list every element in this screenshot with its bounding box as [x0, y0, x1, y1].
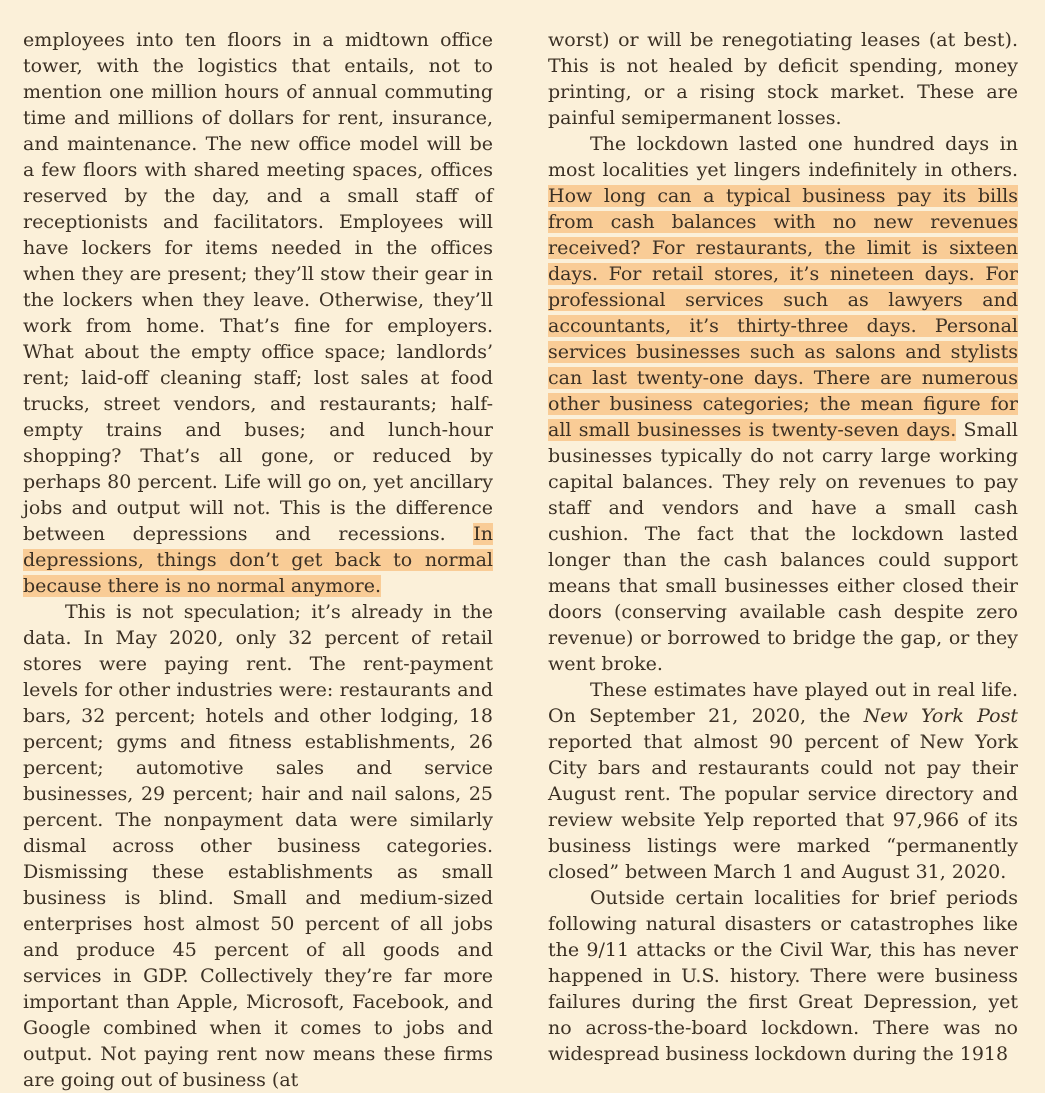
left-text-column [23, 27, 493, 1093]
right-text-column [548, 27, 1018, 1067]
paragraph [23, 599, 493, 1093]
paragraph [23, 27, 493, 599]
paragraph-text: worst) or will be renegotiating leases (at best). This is not healed by deficit spending, money printing, or a rising stock market. These are painful semipermanent losses. [548, 29, 1018, 129]
paragraph [548, 131, 1018, 677]
paragraph-text: employees into ten floors in a midtown office tower, with the logistics that entails, not to mention one million hours of annual commuting time and millions of dollars for rent, insurance, and maintenance. The new office model will be a few floors with shared meeting spaces, offices reserved by the day, and a small staff of receptionists and facilitators. Employees will have lockers for items needed in the offices when they are present; they’ll stow their gear in the lockers when they leave. Otherwise, they’ll work from home. That’s fine for employers. What about the empty office space; landlords’ rent; laid-off cleaning staff; lost sales at food trucks, street vendors, and restaurants; half-empty trains and buses; and lunch-hour shopping? That’s all gone, or reduced by perhaps 80 percent. Life will go on, yet ancillary jobs and output will not. This is the difference between depressions and recessions. [23, 29, 493, 545]
paragraph-text: These estimates have played out in real life. On September 21, 2020, the [548, 679, 1018, 727]
highlighted-passage[interactable]: In depressions, things don’t get back to normal because there is no normal anymore. [23, 523, 493, 597]
highlighted-passage[interactable]: How long can a typical business pay its bills from cash balances with no new revenues received? For restaurants, the limit is sixteen days. For retail stores, it’s nineteen days. For professional services such as lawyers and accountants, it’s thirty-three days. Personal services businesses such as salons and stylists can last twenty-one days. There are numerous other business categories; the mean figure for all small businesses is twenty-seven days. [548, 185, 1018, 441]
paragraph [548, 27, 1018, 131]
paragraph [548, 885, 1018, 1067]
paragraph-text: The lockdown lasted one hundred days in most localities yet lingers indefinitely in others. [548, 133, 1018, 181]
paragraph-text: Small businesses typically do not carry large working capital balances. They rely on revenues to pay staff and vendors and have a small cash cushion. The fact that the lockdown lasted longer than the cash balances could support means that small businesses either closed their doors (conserving available cash despite zero revenue) or borrowed to bridge the gap, or they went broke. [548, 419, 1018, 675]
paragraph-text: Outside certain localities for brief periods following natural disasters or catastrophes like the 9/11 attacks or the Civil War, this has never happened in U.S. history. There were business failures during the first Great Depression, yet no across-the-board lockdown. There was no widespread business lockdown during the 1918 [548, 887, 1018, 1065]
paragraph [548, 677, 1018, 885]
publication-title: New York Post [863, 705, 1019, 727]
paragraph-text: This is not speculation; it’s already in the data. In May 2020, only 32 percent of retail stores were paying rent. The rent-payment levels for other industries were: restaurants and bars, 32 percent; hotels and other lodging, 18 percent; gyms and fitness establishments, 26 percent; automotive sales and service businesses, 29 percent; hair and nail salons, 25 percent. The nonpayment data were similarly dismal across other business categories. Dismissing these establishments as small business is blind. Small and medium-sized enterprises host almost 50 percent of all jobs and produce 45 percent of all goods and services in GDP. Collectively they’re far more important than Apple, Microsoft, Facebook, and Google combined when it comes to jobs and output. Not paying rent now means these firms are going out of business (at [23, 601, 493, 1091]
paragraph-text: reported that almost 90 percent of New York City bars and restaurants could not pay their August rent. The popular service directory and review website Yelp reported that 97,966 of its business listings were marked “permanently closed” between March 1 and August 31, 2020. [548, 731, 1018, 883]
